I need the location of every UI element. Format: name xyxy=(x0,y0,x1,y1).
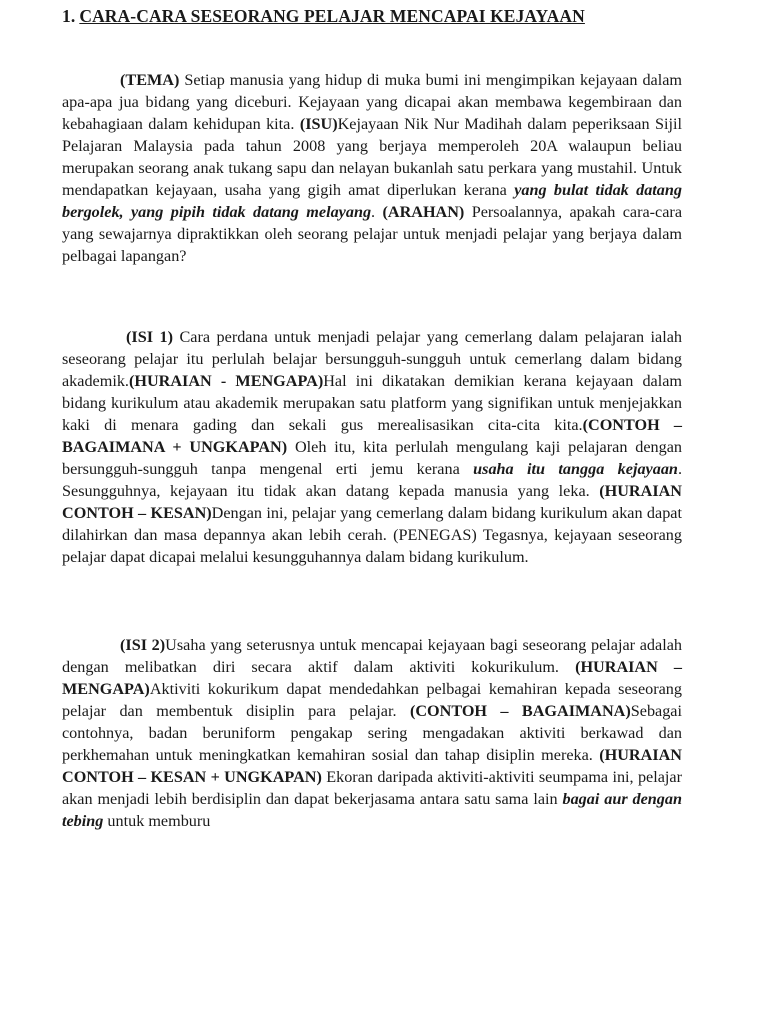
paragraph-text: Cara perdana untuk menjadi pelajar yang cemerlang dalam pelajaran ialah seseorang pelajar itu perlulah belajar bersungguh-sungguh untuk cemerlang dalam bidang akademik. xyxy=(62,328,682,391)
proverb-phrase: bagai aur dengan tebing xyxy=(62,790,682,831)
paragraph-text: Dengan ini, pelajar yang cemerlang dalam bidang kurikulum akan dapat dilahirkan dan masa depannya akan lebih cerah. (PENEGAS) Tegasnya, kejayaan seseorang pelajar dapat dicapai melalui kesungguhannya dalam bidang kurikulum. xyxy=(62,504,682,567)
proverb-phrase: yang bulat tidak datang bergolek, yang pipih tidak datang melayang xyxy=(62,181,682,222)
paragraph-tema xyxy=(62,69,682,267)
bold-label: (ISI 1) xyxy=(126,328,173,346)
title-text: CARA-CARA SESEORANG PELAJAR MENCAPAI KEJAYAAN xyxy=(79,6,585,26)
paragraph-isi-2 xyxy=(62,634,682,832)
bold-label: (ISU) xyxy=(299,115,338,134)
paragraph-text: Usaha yang seterusnya untuk mencapai kejayaan bagi seseorang pelajar adalah dengan melibatkan diri secara aktif dalam aktiviti kokurikulum. xyxy=(62,636,682,677)
title-number: 1. xyxy=(62,6,76,26)
bold-label: (HURAIAN CONTOH – KESAN) xyxy=(62,482,682,523)
paragraph-text: . Sesungguhnya, kejayaan itu tidak akan datang kepada manusia yang leka. xyxy=(62,460,682,501)
paragraph-text: Kejayaan Nik Nur Madihah dalam peperiksaan Sijil Pelajaran Malaysia pada tahun 2008 yang berjaya memperoleh 20A walaupun beliau merupakan seorang anak tukang sapu dan nelayan bukanlah satu perkara yang mustahil. Untuk mendapatkan kejayaan, usaha yang gigih amat diperlukan kerana xyxy=(62,115,682,200)
bold-label: (HURAIAN CONTOH – KESAN + UNGKAPAN) xyxy=(62,746,682,787)
bold-label: (ISI 2) xyxy=(120,636,166,654)
bold-label: (CONTOH – BAGAIMANA + UNGKAPAN) xyxy=(62,416,682,457)
paragraph-text: Sebagai contohnya, badan beruniform pengakap sering mengadakan aktiviti berkawad dan perkhemahan untuk meningkatkan kemahiran sosial dan tahap disiplin mereka. xyxy=(62,702,682,765)
bold-label: (CONTOH – BAGAIMANA) xyxy=(409,702,631,721)
bold-label: (TEMA) xyxy=(120,71,180,89)
paragraph-isi-1 xyxy=(62,326,682,569)
paragraph-text: Aktiviti kokurikum dapat mendedahkan pelbagai kemahiran kepada seseorang pelajar dan membentuk disiplin para pelajar. xyxy=(62,680,682,721)
bold-label: (ARAHAN) xyxy=(382,203,465,222)
paragraph-text: Hal ini dikatakan demikian kerana kejayaan dalam bidang kurikulum atau akademik merupakan satu platform yang signifikan untuk menjejakkan kaki di menara gading dan sekali gus merealisasikan cita-cita kita. xyxy=(62,372,682,435)
paragraph-text: . xyxy=(371,203,383,222)
proverb-phrase: usaha itu tangga kejayaan xyxy=(473,460,678,479)
paragraph-text: untuk memburu xyxy=(103,812,211,831)
paragraph-text: Setiap manusia yang hidup di muka bumi ini mengimpikan kejayaan dalam apa-apa jua bidang yang diceburi. Kejayaan yang dicapai akan membawa kegembiraan dan kebahagiaan dalam kehidupan kita. xyxy=(62,71,682,134)
document-title xyxy=(62,6,585,27)
bold-label: (HURAIAN - MENGAPA) xyxy=(128,372,324,391)
bold-label: (HURAIAN – MENGAPA) xyxy=(62,658,682,699)
paragraph-text: Persoalannya, apakah cara-cara yang sewajarnya dipraktikkan oleh seorang pelajar untuk menjadi pelajar yang berjaya dalam pelbagai lapangan? xyxy=(62,203,682,266)
paragraph-text: Ekoran daripada aktiviti-aktiviti seumpama ini, pelajar akan menjadi lebih berdisiplin dan dapat bekerjasama antara satu sama lain xyxy=(62,768,682,809)
paragraph-text: Oleh itu, kita perlulah mengulang kaji pelajaran dengan bersungguh-sungguh tanpa mengenal erti jemu kerana xyxy=(62,438,682,479)
